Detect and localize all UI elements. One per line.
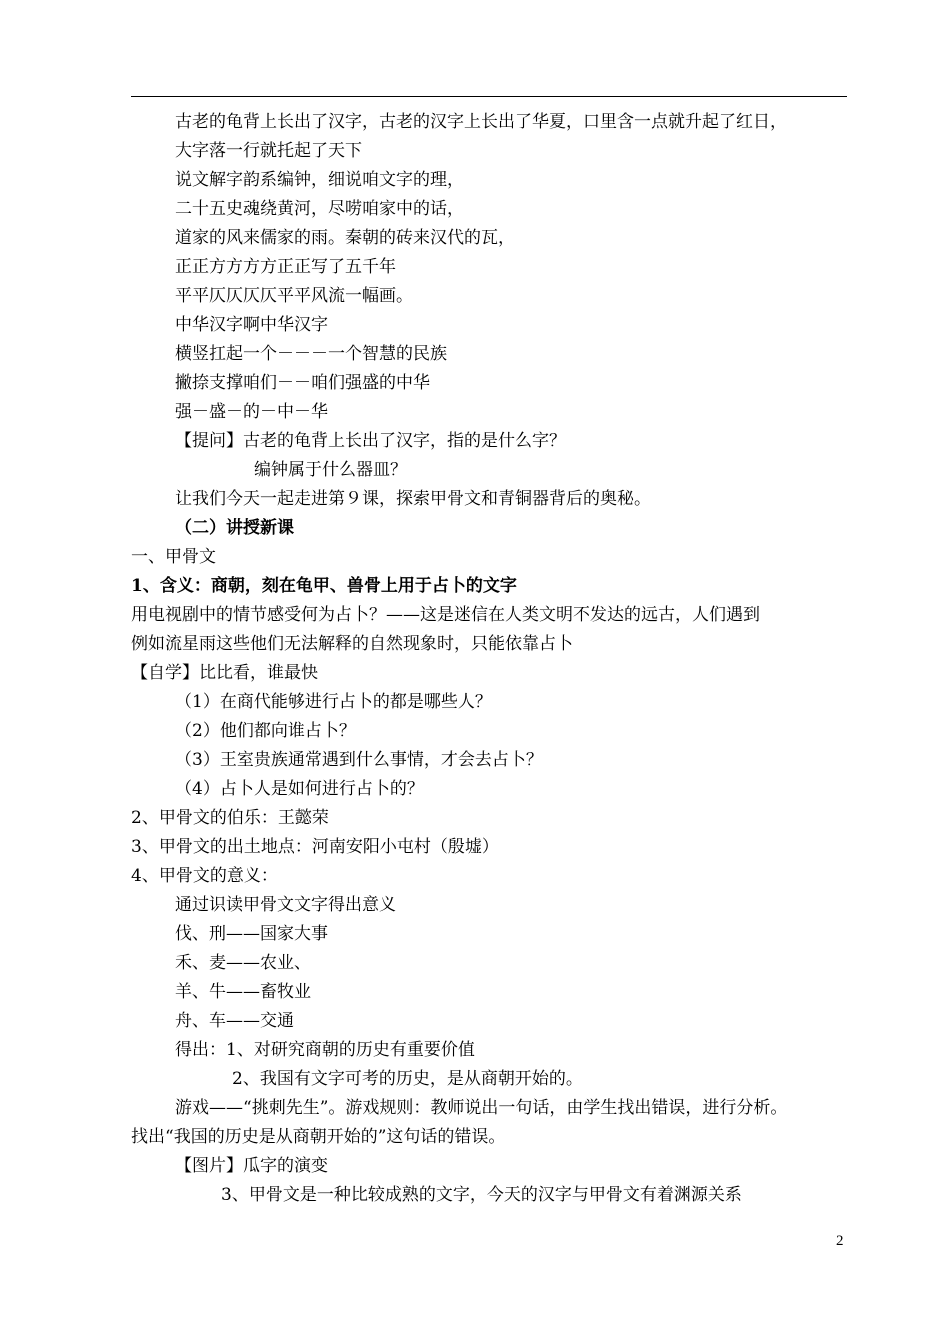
text-line: 2、我国有文字可考的历史，是从商朝开始的。: [232, 1069, 583, 1089]
text-line: 得出：1、对研究商朝的历史有重要价值: [175, 1040, 475, 1060]
text-line: 例如流星雨这些他们无法解释的自然现象时，只能依靠占卜: [131, 634, 573, 654]
text-line: 说文解字韵系编钟，细说咱文字的理，: [175, 170, 464, 190]
text-line: 中华汉字啊中华汉字: [175, 315, 328, 335]
text-line: 3、甲骨文是一种比较成熟的文字，今天的汉字与甲骨文有着渊源关系: [221, 1185, 742, 1205]
text-line: 道家的风来儒家的雨。秦朝的砖来汉代的瓦，: [175, 228, 515, 248]
text-line: 撇捺支撑咱们－－咱们强盛的中华: [175, 373, 430, 393]
text-line: 舟、车——交通: [175, 1011, 294, 1031]
text-line: （4）占卜人是如何进行占卜的？: [175, 779, 424, 799]
text-line: （2）他们都向谁占卜？: [175, 721, 356, 741]
text-line: 通过识读甲骨文文字得出意义: [175, 895, 396, 915]
text-line: 4、甲骨文的意义：: [131, 866, 278, 886]
text-line: 3、甲骨文的出土地点：河南安阳小屯村（殷墟）: [131, 837, 499, 857]
document-body: [131, 108, 861, 1210]
text-line: 让我们今天一起走进第９课，探索甲骨文和青铜器背后的奥秘。: [175, 489, 651, 509]
text-line: 平平仄仄仄仄平平风流一幅画。: [175, 286, 413, 306]
header-rule: [131, 96, 847, 97]
text-line: 一、甲骨文: [131, 547, 216, 567]
text-line: 2、甲骨文的伯乐：王懿荣: [131, 808, 329, 828]
text-line: 用电视剧中的情节感受何为占卜？——这是迷信在人类文明不发达的远古，人们遇到: [131, 605, 760, 625]
text-line: 正正方方方方正正写了五千年: [175, 257, 396, 277]
text-line: 【图片】瓜字的演变: [175, 1156, 328, 1176]
text-line: 【自学】比比看，谁最快: [131, 663, 318, 683]
text-line: 伐、刑——国家大事: [175, 924, 328, 944]
text-line: 禾、麦——农业、: [175, 953, 311, 973]
text-line: 找出“我国的历史是从商朝开始的”这句话的错误。: [131, 1127, 506, 1147]
text-line: 【提问】古老的龟背上长出了汉字，指的是什么字？: [175, 431, 566, 451]
text-line: （3）王室贵族通常遇到什么事情，才会去占卜？: [175, 750, 543, 770]
text-line: 强－盛－的－中－华: [175, 402, 328, 422]
text-line: 横竖扛起一个－－－一个智慧的民族: [175, 344, 447, 364]
section-heading: 1、含义：商朝，刻在龟甲、兽骨上用于占卜的文字: [131, 576, 517, 596]
page-number: 2: [836, 1233, 844, 1249]
section-heading: （二）讲授新课: [175, 518, 294, 538]
text-line: 二十五史魂绕黄河，尽唠咱家中的话，: [175, 199, 464, 219]
text-line: 古老的龟背上长出了汉字，古老的汉字上长出了华夏，口里含一点就升起了红日，: [175, 112, 787, 132]
text-line: （1）在商代能够进行占卜的都是哪些人？: [175, 692, 492, 712]
text-line: 羊、牛——畜牧业: [175, 982, 311, 1002]
text-line: 游戏——“挑刺先生”。游戏规则：教师说出一句话，由学生找出错误，进行分析。: [175, 1098, 788, 1118]
text-line: 大字落一行就托起了天下: [175, 141, 362, 161]
text-line: 编钟属于什么器皿？: [254, 460, 407, 480]
